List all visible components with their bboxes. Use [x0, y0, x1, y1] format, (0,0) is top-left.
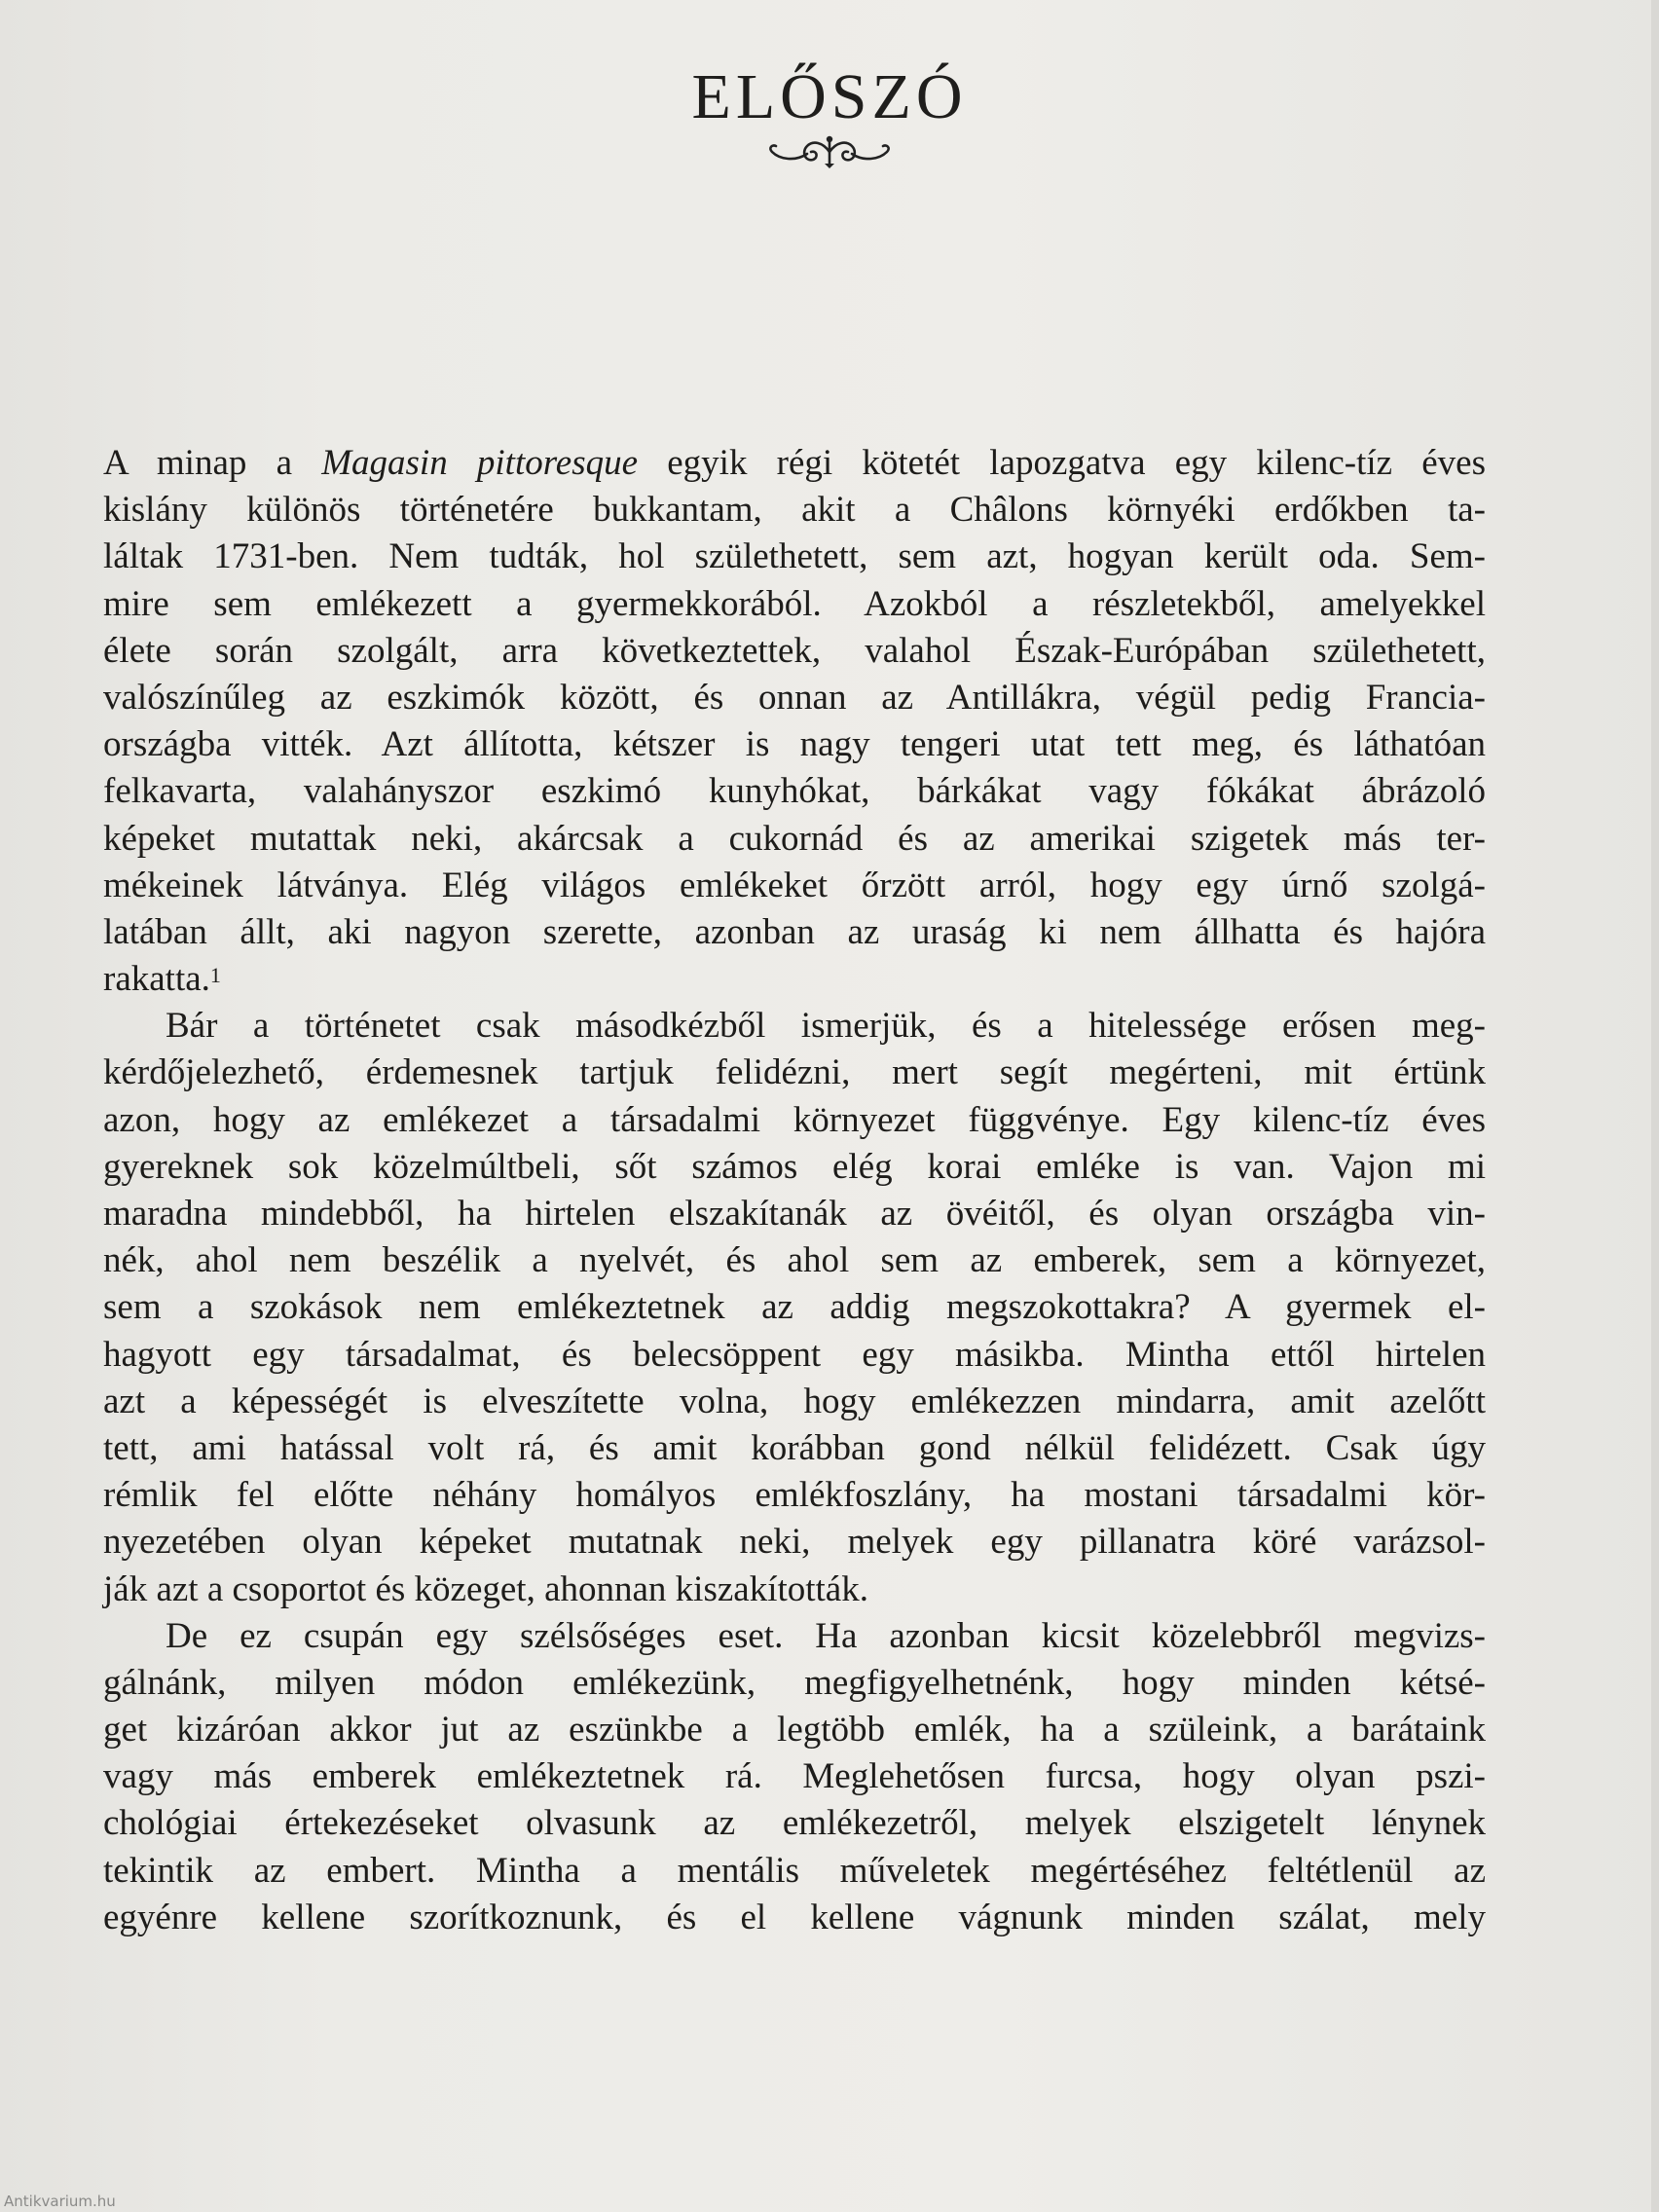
text-segment: felkavarta, valahányszor eszkimó kunyhókat, bárkákat vagy fókákat ábrázoló [103, 771, 1486, 812]
text-segment: kislány különös történetére bukkantam, akit a Châlons környéki erdőkben ta- [103, 490, 1486, 531]
text-segment: De ez csupán egy szélsőséges eset. Ha azonban kicsit közelebbről megvizs- [166, 1615, 1486, 1656]
paragraph [103, 1613, 1486, 1941]
text-line [103, 1613, 1486, 1660]
text-line [103, 440, 1486, 487]
paragraph [103, 1003, 1486, 1612]
text-segment: nék, ahol nem beszélik a nyelvét, és ahol sem az emberek, sem a környezet, [103, 1240, 1486, 1281]
text-line [103, 1425, 1486, 1472]
text-segment: gyereknek sok közelmúltbeli, sőt számos elég korai emléke is van. Vajon mi [103, 1146, 1486, 1187]
text-line [103, 863, 1486, 909]
text-line [103, 675, 1486, 721]
text-line [103, 1237, 1486, 1284]
page-edge-shadow [1651, 0, 1659, 2212]
text-segment: képeket mutattak neki, akárcsak a cukornád és az amerikai szigetek más ter- [103, 818, 1486, 859]
text-segment: azt a képességét is elveszítette volna, hogy emlékezzen mindarra, amit azelőtt [103, 1381, 1486, 1421]
text-segment: élete során szolgált, arra következtettek, valahol Észak-Európában születhetett, [103, 630, 1486, 671]
text-segment: kérdőjelezhető, érdemesnek tartjuk felidézni, mert segít megérteni, mit értünk [103, 1052, 1486, 1093]
text-line [103, 1003, 1486, 1050]
text-segment: A minap a [103, 443, 322, 483]
text-line [103, 816, 1486, 863]
text-segment: gálnánk, milyen módon emlékezünk, megfigyelhetnénk, hogy minden kétsé- [103, 1662, 1486, 1703]
text-segment: országba vitték. Azt állította, kétszer is nagy tengeri utat tett meg, és láthatóan [103, 724, 1486, 765]
text-segment: Bár a történetet csak másodkézből ismerjük, és a hitelessége erősen meg- [166, 1006, 1486, 1047]
text-segment: sem a szokások nem emlékeztetnek az addig megszokottakra? A gyermek el- [103, 1287, 1486, 1328]
text-line [103, 1050, 1486, 1096]
text-line [103, 1567, 1486, 1613]
text-segment: azon, hogy az emlékezet a társadalmi környezet függvénye. Egy kilenc-tíz éves [103, 1099, 1486, 1140]
text-segment: mire sem emlékezett a gyermekkorából. Azokból a részletekből, amelyekkel [103, 583, 1486, 624]
text-line [103, 628, 1486, 675]
text-line [103, 1379, 1486, 1425]
text-line [103, 1332, 1486, 1379]
watermark: Antikvarium.hu [4, 2193, 116, 2210]
body-text [103, 440, 1486, 1941]
text-line [103, 581, 1486, 628]
text-segment: get kizáróan akkor jut az eszünkbe a legtöbb emlék, ha a szüleink, a barátaink [103, 1710, 1486, 1751]
text-segment: mékeinek látványa. Elég világos emlékeket őrzött arról, hogy egy úrnő szolgá- [103, 865, 1486, 905]
footnote-marker: 1 [209, 963, 221, 988]
page-title: ELŐSZÓ [691, 61, 968, 132]
text-line [103, 1895, 1486, 1941]
text-line [103, 1191, 1486, 1237]
text-segment: rémlik fel előtte néhány homályos emlékfoszlány, ha mostani társadalmi kör- [103, 1475, 1486, 1516]
text-line [103, 1472, 1486, 1519]
text-line [103, 956, 1486, 1003]
text-line [103, 1519, 1486, 1566]
text-segment: maradna mindebből, ha hirtelen elszakítanák az övéitől, és olyan országba vin- [103, 1194, 1486, 1234]
text-line [103, 1660, 1486, 1707]
text-line [103, 487, 1486, 534]
text-segment: nyezetében olyan képeket mutatnak neki, melyek egy pillanatra köré varázsol- [103, 1522, 1486, 1563]
text-line [103, 1284, 1486, 1331]
text-segment: rakatta. [103, 959, 210, 1000]
text-segment: láltak 1731-ben. Nem tudták, hol születhetett, sem azt, hogyan került oda. Sem- [103, 536, 1486, 577]
text-line [103, 1848, 1486, 1895]
text-line [103, 1753, 1486, 1800]
text-segment: hagyott egy társadalmat, és belecsöppent egy másikba. Mintha ettől hirtelen [103, 1334, 1486, 1375]
text-segment: egyik régi kötetét lapozgatva egy kilenc-tíz éves [638, 443, 1486, 483]
text-segment: valószínűleg az eszkimók között, és onnan az Antillákra, végül pedig Francia- [103, 677, 1486, 718]
italic-title: Magasin pittoresque [321, 443, 639, 483]
text-line [103, 1097, 1486, 1144]
text-segment: egyénre kellene szorítkoznunk, és el kellene vágnunk minden szálat, mely [103, 1897, 1486, 1937]
text-segment: tett, ami hatással volt rá, és amit korábban gond nélkül felidézett. Csak úgy [103, 1427, 1486, 1468]
text-line [103, 768, 1486, 815]
text-line [103, 909, 1486, 956]
text-line [103, 1707, 1486, 1753]
text-segment: chológiai értekezéseket olvasunk az emlékezetről, melyek elszigetelt lénynek [103, 1803, 1486, 1844]
fleuron-ornament-icon [737, 134, 922, 169]
text-segment: ják azt a csoportot és közeget, ahonnan kiszakították. [103, 1568, 868, 1609]
paragraph [103, 440, 1486, 1003]
text-line [103, 721, 1486, 768]
text-line [103, 1144, 1486, 1191]
text-segment: tekintik az embert. Mintha a mentális műveletek megértéséhez feltétlenül az [103, 1850, 1486, 1891]
text-line [103, 1800, 1486, 1847]
text-line [103, 534, 1486, 580]
text-segment: vagy más emberek emlékeztetnek rá. Meglehetősen furcsa, hogy olyan pszi- [103, 1756, 1486, 1797]
text-segment: latában állt, aki nagyon szerette, azonban az uraság ki nem állhatta és hajóra [103, 911, 1486, 952]
